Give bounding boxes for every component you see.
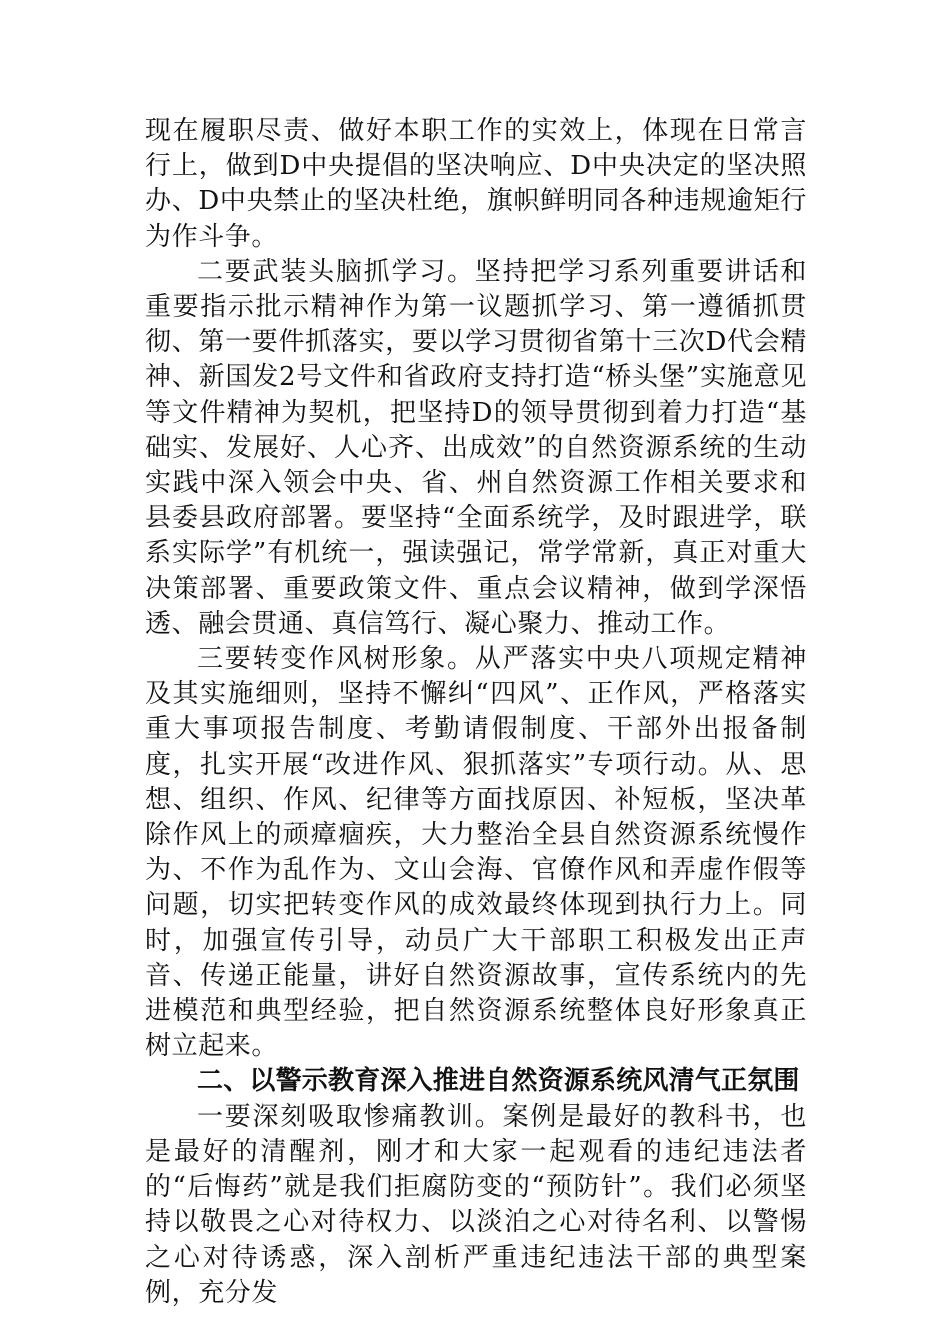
document-body xyxy=(145,114,807,1311)
paragraph-study: 二要武装头脑抓学习。坚持把学习系列重要讲话和重要指示批示精神作为第一议题抓学习、第一遵循抓贯彻、第一要件抓落实，要以学习贯彻省第十三次D代会精神、新国发2号文件和省政府支持打造“桥头堡”实施意见等文件精神为契机，把坚持D的领导贯彻到着力打造“基础实、发展好、人心齐、出成效”的自然资源系统的生动实践中深入领会中央、省、州自然资源工作相关要求和县委县政府部署。要坚持“全面系统学，及时跟进学，联系实际学”有机统一，强读强记，常学常新，真正对重大决策部署、重要政策文件、重点会议精神，做到学深悟透、融会贯通、真信笃行、凝心聚力、推动工作。 xyxy=(145,256,807,639)
paragraph-lessons: 一要深刻吸取惨痛教训。案例是最好的教科书，也是最好的清醒剂，刚才和大家一起观看的违纪违法者的“后悔药”就是我们拒腐防变的“预防针”。我们必须坚持以敬畏之心对待权力、以淡泊之心对待名利、以警惕之心对待诱惑，深入剖析严重违纪违法干部的典型案例，充分发 xyxy=(145,1101,807,1308)
paragraph-continuation: 现在履职尽责、做好本职工作的实效上，体现在日常言行上，做到D中央提倡的坚决响应、D中央决定的坚决照办、D中央禁止的坚决杜绝，旗帜鲜明同各种违规逾矩行为作斗争。 xyxy=(145,116,807,252)
section-heading: 二、以警示教育深入推进自然资源系统风清气正氛围 xyxy=(197,1066,800,1097)
paragraph-work-style: 三要转变作风树形象。从严落实中央八项规定精神及其实施细则，坚持不懈纠“四风”、正作风，严格落实重大事项报告制度、考勤请假制度、干部外出报备制度，扎实开展“改进作风、狠抓落实”专项行动。从、思想、组织、作风、纪律等方面找原因、补短板，坚决革除作风上的顽瘴痼疾，大力整治全县自然资源系统慢作为、不作为乱作为、文山会海、官僚作风和弄虚作假等问题，切实把转变作风的成效最终体现到执行力上。同时，加强宣传引导，动员广大干部职工积极发出正声音、传递正能量，讲好自然资源故事，宣传系统内的先进模范和典型经验，把自然资源系统整体良好形象真正树立起来。 xyxy=(145,644,807,1062)
